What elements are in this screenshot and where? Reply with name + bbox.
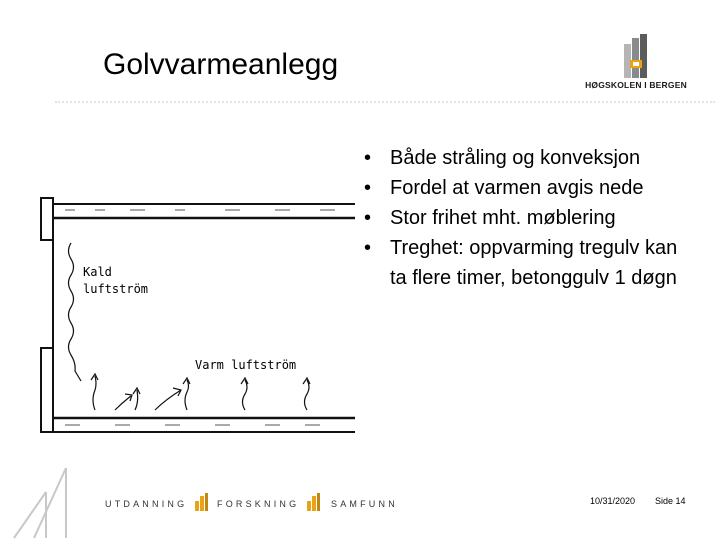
bullet-item: • Både stråling og konveksjon	[364, 143, 694, 173]
floor-heating-diagram	[35, 188, 360, 443]
room-walls	[41, 198, 355, 432]
bullet-item: • Treghet: oppvarming tregulv kan ta flere timer, betonggulv 1 døgn	[364, 233, 694, 293]
bullet-item: • Fordel at varmen avgis nede	[364, 173, 694, 203]
bar-mark-icon	[305, 493, 321, 511]
cold-air-label-1: Kald	[83, 265, 112, 279]
bullet-item: • Stor frihet mht. møblering	[364, 203, 694, 233]
footer-word: SAMFUNN	[331, 499, 398, 509]
page-number: Side 14	[655, 496, 686, 506]
warm-air-label: Varm luftström	[195, 358, 297, 372]
building-logo-icon	[580, 34, 692, 80]
hatching	[65, 210, 335, 425]
slide-title: Golvvarmeanlegg	[103, 48, 339, 81]
footer-word: UTDANNING	[105, 499, 188, 509]
warm-flow-arrows	[91, 374, 310, 410]
cold-air-label-2: luftström	[83, 282, 149, 296]
cold-flow-arrow	[69, 243, 82, 381]
header-divider	[55, 101, 715, 103]
footer-logo-mark-icon	[10, 460, 80, 540]
footer-word: FORSKNING	[217, 499, 300, 509]
bar-mark-icon	[193, 493, 209, 511]
hib-logo	[580, 34, 692, 94]
footer-date: 10/31/2020	[590, 496, 636, 506]
bullet-list	[364, 143, 694, 293]
logo-text: HØGSKOLEN I BERGEN	[585, 80, 687, 90]
